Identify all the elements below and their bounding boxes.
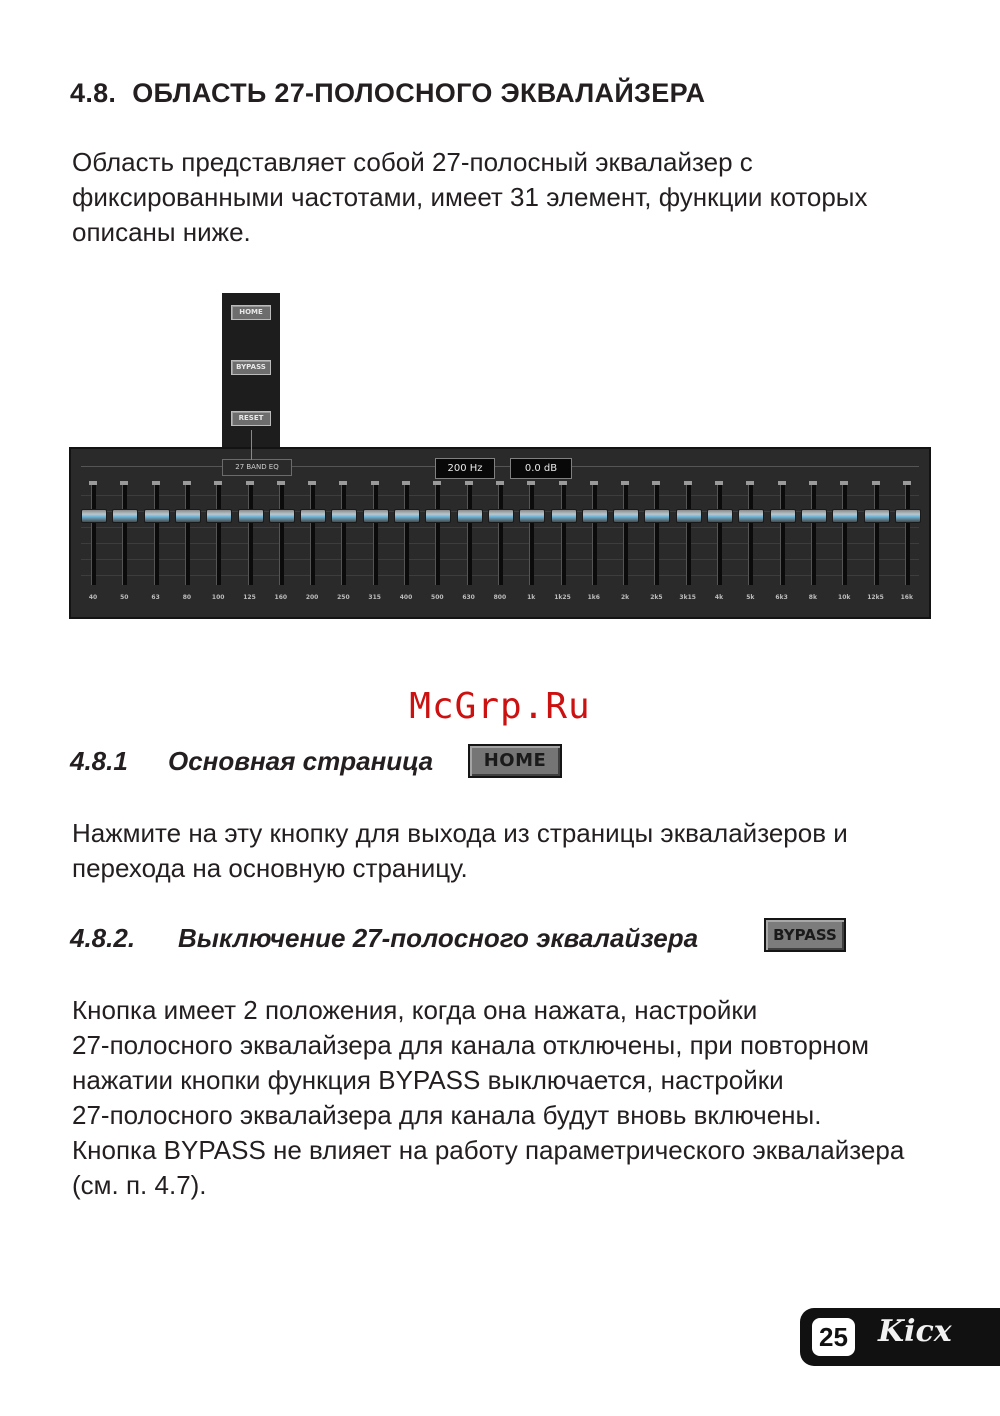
eq-fader-100[interactable] <box>205 485 231 585</box>
eq-fader-500[interactable] <box>424 485 450 585</box>
fader-knob[interactable] <box>707 509 733 523</box>
eq-fader-50[interactable] <box>111 485 137 585</box>
divider <box>81 466 919 467</box>
eq-fader-1k[interactable] <box>518 485 544 585</box>
eq-panel <box>69 447 931 619</box>
fader-track <box>310 485 315 585</box>
bypass-button-image: BYPASS <box>764 918 846 952</box>
paragraph-line: 27-полосного эквалайзера для канала будут вновь включены. <box>72 1100 822 1130</box>
eq-fader-16k[interactable] <box>894 485 920 585</box>
band-frequency-label: 40 <box>88 594 98 601</box>
fader-knob[interactable] <box>770 509 796 523</box>
band-frequency-label: 160 <box>274 594 288 601</box>
fader-track <box>279 485 284 585</box>
band-frequency-label: 50 <box>120 594 129 601</box>
band-frequency-label: 800 <box>493 594 507 601</box>
fader-cap <box>621 481 629 485</box>
band-frequency-label: 6k3 <box>775 594 788 601</box>
fader-cap <box>840 481 848 485</box>
fader-cap <box>308 481 316 485</box>
fader-cap <box>214 481 222 485</box>
paragraph-line: Кнопка имеет 2 положения, когда она нажата, настройки <box>72 995 758 1025</box>
band-frequency-label: 100 <box>211 594 225 601</box>
fader-cap <box>339 481 347 485</box>
subsection-title: Выключение 27-полосного эквалайзера <box>178 923 699 953</box>
home-paragraph <box>72 816 930 886</box>
paragraph-line: 27-полосного эквалайзера для канала отключены, при повторном <box>72 1030 869 1060</box>
paragraph-line: фиксированными частотами, имеет 31 элемент, функции которых <box>72 182 868 212</box>
eq-fader-40[interactable] <box>80 485 106 585</box>
fader-knob[interactable] <box>582 509 608 523</box>
section-number: 4.8. <box>70 78 117 108</box>
subsection-title: Основная страница <box>168 746 434 776</box>
fader-track <box>654 485 659 585</box>
band-frequency-label: 8k <box>808 594 817 601</box>
fader-track <box>905 485 910 585</box>
paragraph-line: Область представляет собой 27-полосный эквалайзер с <box>72 147 753 177</box>
fader-knob[interactable] <box>175 509 201 523</box>
fader-knob[interactable] <box>206 509 232 523</box>
eq-fader-1k6[interactable] <box>581 485 607 585</box>
fader-cap <box>559 481 567 485</box>
band-frequency-label: 1k <box>527 594 536 601</box>
intro-paragraph <box>72 145 930 250</box>
fader-track <box>341 485 346 585</box>
eq-fader-125[interactable] <box>237 485 263 585</box>
fader-cap <box>778 481 786 485</box>
paragraph-line: Кнопка BYPASS не влияет на работу параметрического эквалайзера <box>72 1135 905 1165</box>
fader-knob[interactable] <box>238 509 264 523</box>
fader-cap <box>684 481 692 485</box>
fader-knob[interactable] <box>832 509 858 523</box>
fader-knob[interactable] <box>425 509 451 523</box>
paragraph-line: нажатии кнопки функция BYPASS выключается, настройки <box>72 1065 784 1095</box>
fader-track <box>122 485 127 585</box>
fader-knob[interactable] <box>331 509 357 523</box>
fader-track <box>623 485 628 585</box>
fader-cap <box>652 481 660 485</box>
fader-knob[interactable] <box>644 509 670 523</box>
fader-track <box>435 485 440 585</box>
fader-cap <box>277 481 285 485</box>
section-title: ОБЛАСТЬ 27-ПОЛОСНОГО ЭКВАЛАЙЗЕРА <box>132 78 706 108</box>
fader-cap <box>402 481 410 485</box>
eq-fader-4k[interactable] <box>706 485 732 585</box>
eq-fader-6k3[interactable] <box>769 485 795 585</box>
band-frequency-label: 200 <box>305 594 319 601</box>
band-frequency-label: 4k <box>714 594 724 601</box>
fader-track <box>717 485 722 585</box>
band-frequency-label: 315 <box>368 594 381 601</box>
eq-fader-8k[interactable] <box>800 485 826 585</box>
fader-track <box>874 485 879 585</box>
fader-knob[interactable] <box>300 509 326 523</box>
fader-track <box>248 485 253 585</box>
connector-line <box>251 430 252 460</box>
fader-knob[interactable] <box>864 509 890 523</box>
fader-cap <box>872 481 880 485</box>
fader-knob[interactable] <box>394 509 420 523</box>
eq-fader-63[interactable] <box>143 485 169 585</box>
watermark: McGrp.Ru <box>409 686 591 727</box>
fader-track <box>373 485 378 585</box>
band-frequency-label: 5k <box>746 594 755 601</box>
fader-knob[interactable] <box>738 509 764 523</box>
fader-cap <box>715 481 723 485</box>
eq-fader-1k25[interactable] <box>550 485 576 585</box>
eq-fader-2k5[interactable] <box>643 485 669 585</box>
fader-knob[interactable] <box>676 509 702 523</box>
eq-fader-250[interactable] <box>330 485 356 585</box>
fader-track <box>529 485 534 585</box>
fader-track <box>780 485 785 585</box>
eq-fader-12k5[interactable] <box>863 485 889 585</box>
fader-cap <box>183 481 191 485</box>
subsection-number: 4.8.2. <box>70 923 136 953</box>
gain-display: 0.0 dB <box>510 458 572 479</box>
eq-panel-label: 27 BAND EQ <box>222 459 292 476</box>
fader-knob[interactable] <box>269 509 295 523</box>
fader-track <box>498 485 503 585</box>
band-frequency-label: 400 <box>399 594 413 601</box>
paragraph-line: (см. п. 4.7). <box>72 1170 207 1200</box>
reset-button[interactable]: RESET <box>231 411 271 426</box>
fader-track <box>748 485 753 585</box>
brand-logo: Kicx <box>878 1314 952 1349</box>
fader-knob[interactable] <box>363 509 389 523</box>
home-button-image: HOME <box>468 744 562 778</box>
fader-track <box>811 485 816 585</box>
eq-fader-10k[interactable] <box>831 485 857 585</box>
fader-cap <box>433 481 441 485</box>
fader-cap <box>590 481 598 485</box>
fader-knob[interactable] <box>895 509 921 523</box>
band-frequency-label: 16k <box>900 594 913 601</box>
fader-knob[interactable] <box>801 509 827 523</box>
fader-track <box>404 485 409 585</box>
band-frequency-label: 2k <box>621 594 630 601</box>
band-frequency-label: 125 <box>243 594 256 601</box>
band-frequency-label: 1k25 <box>554 594 571 601</box>
fader-cap <box>746 481 754 485</box>
fader-knob[interactable] <box>457 509 483 523</box>
fader-track <box>185 485 190 585</box>
fader-knob[interactable] <box>519 509 545 523</box>
fader-track <box>592 485 597 585</box>
fader-cap <box>246 481 254 485</box>
fader-track <box>467 485 472 585</box>
eq-fader-5k[interactable] <box>737 485 763 585</box>
fader-cap <box>809 481 817 485</box>
fader-cap <box>120 481 128 485</box>
bypass-button[interactable]: BYPASS <box>231 360 271 375</box>
eq-fader-3k15[interactable] <box>675 485 701 585</box>
band-frequency-label: 10k <box>838 594 851 601</box>
subsection-heading-bypass <box>70 923 698 954</box>
paragraph-line: Нажмите на эту кнопку для выхода из страницы эквалайзеров и <box>72 818 848 848</box>
frequency-display: 200 Hz <box>435 458 495 479</box>
band-frequency-label: 63 <box>151 594 160 601</box>
eq-fader-630[interactable] <box>456 485 482 585</box>
eq-fader-800[interactable] <box>487 485 513 585</box>
home-button[interactable]: HOME <box>231 305 271 320</box>
fader-cap <box>465 481 473 485</box>
paragraph-line: описаны ниже. <box>72 217 251 247</box>
eq-fader-160[interactable] <box>268 485 294 585</box>
fader-cap <box>89 481 97 485</box>
fader-cap <box>371 481 379 485</box>
eq-fader-400[interactable] <box>393 485 419 585</box>
band-frequency-label: 3k15 <box>679 594 696 601</box>
fader-cap <box>903 481 911 485</box>
fader-knob[interactable] <box>613 509 639 523</box>
fader-cap <box>496 481 504 485</box>
fader-track <box>91 485 96 585</box>
band-frequency-label: 2k5 <box>650 594 663 601</box>
band-frequency-label: 1k6 <box>587 594 600 601</box>
fader-track <box>154 485 159 585</box>
band-frequency-label: 630 <box>462 594 475 601</box>
band-frequency-label: 250 <box>337 594 350 601</box>
fader-track <box>842 485 847 585</box>
eq-fader-2k[interactable] <box>612 485 638 585</box>
fader-knob[interactable] <box>81 509 107 523</box>
fader-cap <box>152 481 160 485</box>
fader-track <box>561 485 566 585</box>
subsection-heading-home <box>70 746 433 777</box>
fader-knob[interactable] <box>144 509 170 523</box>
band-frequency-label: 80 <box>182 594 192 601</box>
fader-track <box>216 485 221 585</box>
paragraph-line: перехода на основную страницу. <box>72 853 468 883</box>
eq-fader-315[interactable] <box>362 485 388 585</box>
band-frequency-label: 500 <box>431 594 444 601</box>
fader-knob[interactable] <box>488 509 514 523</box>
fader-cap <box>527 481 535 485</box>
eq-fader-80[interactable] <box>174 485 200 585</box>
page-number: 25 <box>812 1318 855 1356</box>
fader-track <box>686 485 691 585</box>
subsection-number: 4.8.1 <box>70 746 128 776</box>
fader-knob[interactable] <box>112 509 138 523</box>
fader-knob[interactable] <box>551 509 577 523</box>
section-heading <box>70 78 705 109</box>
eq-fader-200[interactable] <box>299 485 325 585</box>
band-frequency-label: 12k5 <box>867 594 884 601</box>
bypass-paragraph <box>72 993 930 1203</box>
eq-side-button-panel <box>222 293 280 448</box>
